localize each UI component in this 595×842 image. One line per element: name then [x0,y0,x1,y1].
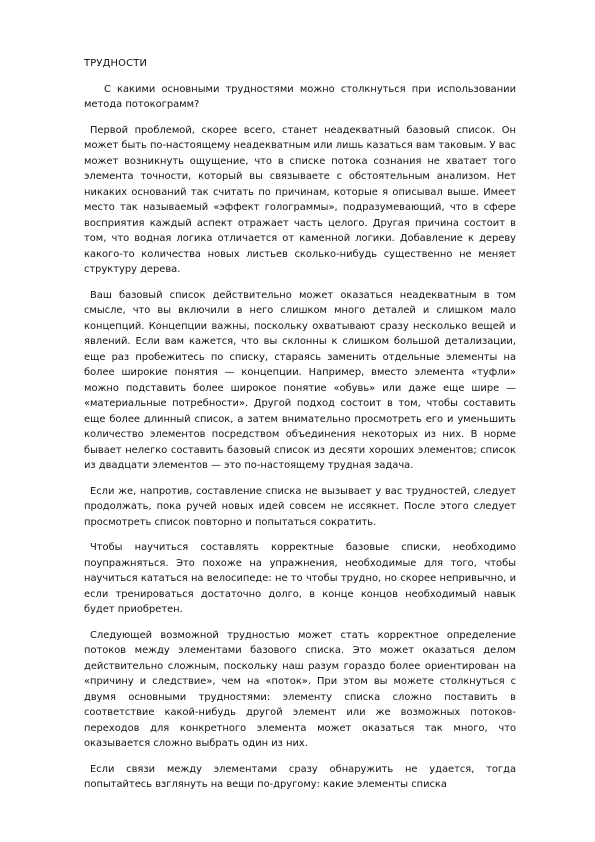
paragraph-flows-difficulty: Следующей возможной трудностью может стать корректное определение потоков между элементами базового списка. Это может оказаться делом действительно сложным, поскольку наш разум гораздо более ориентирован на «причину и следствие», чем на «поток». При этом вы можете столкнуться с двумя основными трудностями: элементу списка сложно поставить в соответствие какой-нибудь другой элемент или же возможных потоков-переходов для конкретного элемента может оказаться так много, что оказывается сложно выбрать один из них. [84,629,516,749]
paragraph-too-many-details: Ваш базовый список действительно может оказаться неадекватным в том смысле, что вы включили в него слишком много деталей и слишком мало концепций. Концепции важны, поскольку охватывают сразу несколько вещей и явлений. Если вам кажется, что вы склонны к слишком большой детализации, еще раз пробежитесь по списку, стараясь заменить отдельные элементы на более широкие понятия — концепции. Например, вместо элемента «туфли» можно подставить более широкое понятие «обувь» или даже еще шире — «материальные потребности». Другой подход состоит в том, чтобы составить еще более длинный список, а затем внимательно просмотреть его и уменьшить количество элементов посредством объединения некоторых из них. В норме бывает нелегко составить базовый список из десяти хороших элементов; список из двадцати элементов — это по-настоящему трудная задача. [84,289,516,471]
document-page [84,56,516,803]
paragraph-practice: Чтобы научиться составлять корректные базовые списки, необходимо поупражняться. Это похоже на упражнения, необходимые для того, чтобы научиться кататься на велосипеде: не то чтобы трудно, но скорее непривычно, и если тренироваться достаточно долго, в конце концов необходимый навык будет приобретен. [84,542,516,615]
paragraph-question: С какими основными трудностями можно столкнуться при использовании метода потокограмм? [84,83,516,110]
paragraph-easy-listing: Если же, напротив, составление списка не вызывает у вас трудностей, следует продолжать, пока ручей новых идей совсем не иссякнет. После этого следует просмотреть список повторно и попытаться сократить. [84,485,516,528]
section-heading: ТРУДНОСТИ [84,58,148,69]
paragraph-look-differently: Если связи между элементами сразу обнаружить не удается, тогда попытайтесь взглянуть на вещи по-другому: какие элементы списка [84,763,516,790]
paragraph-base-list-problem: Первой проблемой, скорее всего, станет неадекватный базовый список. Он может быть по-настоящему неадекватным или лишь казаться вам таковым. У вас может возникнуть ощущение, что в списке потока сознания не хватает того элемента точности, который вы связываете с обстоятельным анализом. Нет никаких оснований так считать по причинам, которые я описывал выше. Имеет место так называемый «эффект голограммы», подразумевающий, что в сфере восприятия каждый аспект отражает часть целого. Другая причина состоит в том, что водная логика отличается от каменной логики. Добавление к дереву какого-то количества новых листьев сколько-нибудь существенно не меняет структуру дерева. [84,124,516,275]
